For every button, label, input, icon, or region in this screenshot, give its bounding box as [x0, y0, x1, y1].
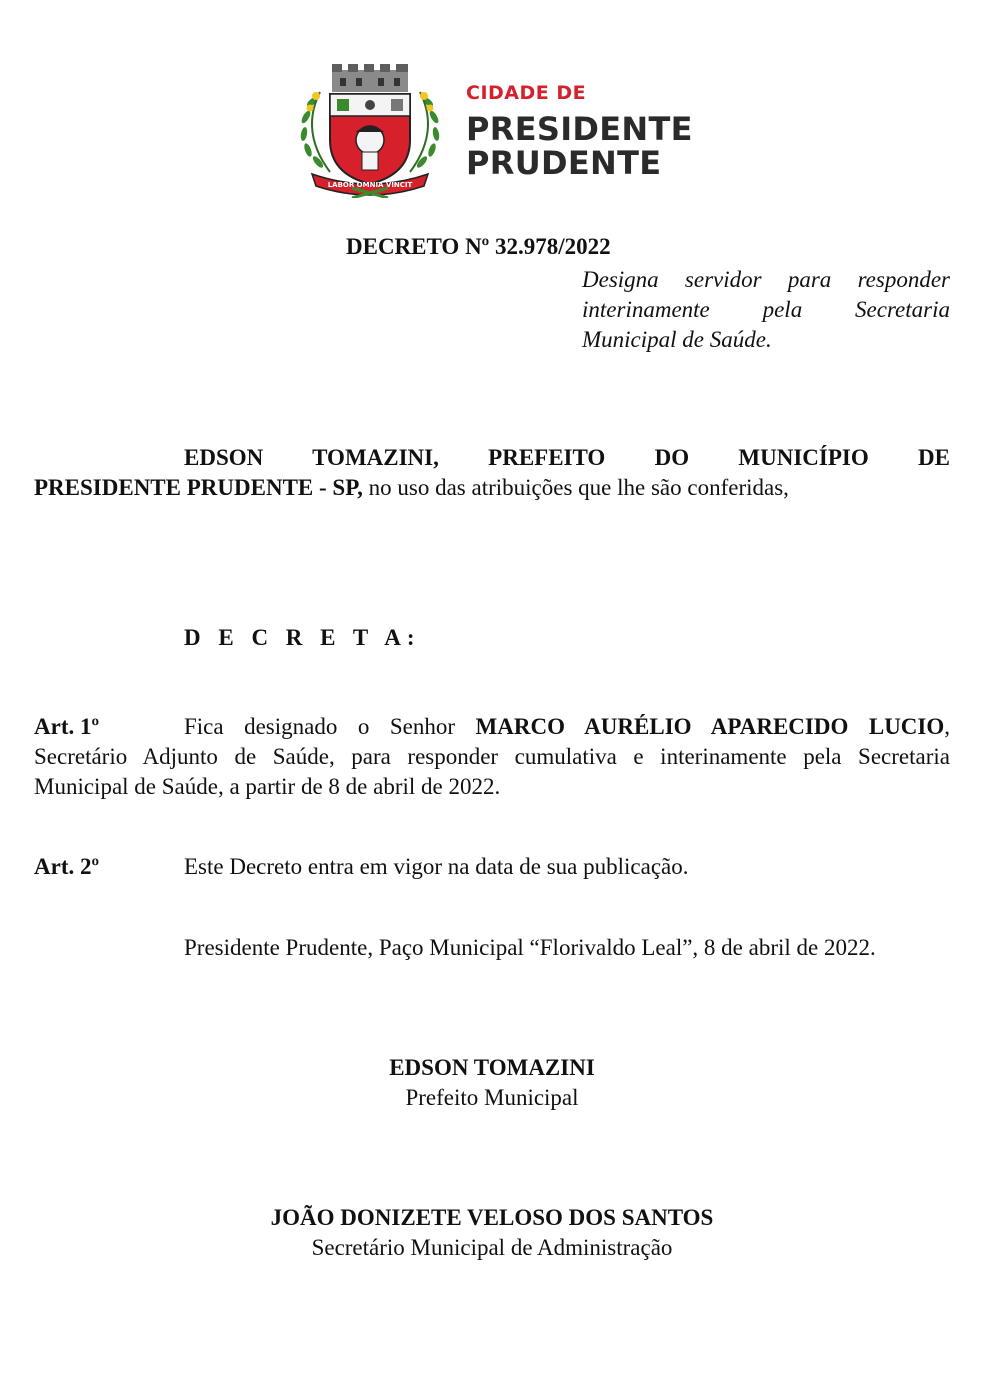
- signature-secretary: [0, 1203, 984, 1263]
- article-1-label: Art. 1º: [34, 714, 100, 739]
- preamble-line1: EDSON TOMAZINI, PREFEITO DO MUNICÍPIO DE: [184, 445, 950, 470]
- preamble-rest: no uso das atribuições que lhe são conferidas,: [362, 475, 789, 500]
- ementa-line: Municipal de Saúde.: [582, 327, 772, 352]
- ementa-line: Designa servidor para responder: [582, 267, 950, 292]
- article-2-text: Este Decreto entra em vigor na data de sua publicação.: [184, 854, 689, 879]
- preamble-bold: PRESIDENTE PRUDENTE - SP,: [34, 475, 363, 500]
- article-2: [34, 852, 950, 882]
- city-crest-logo: [290, 62, 450, 198]
- decree-ementa: [582, 265, 950, 355]
- article-1: [34, 712, 950, 802]
- preamble-line2: [34, 473, 950, 503]
- wordmark-line2: PRUDENTE: [466, 144, 662, 182]
- signer-name: EDSON TOMAZINI: [389, 1055, 595, 1080]
- article-1-line2: Secretário Adjunto de Saúde, para responder cumulativa e interinamente pela Secretaria: [34, 744, 950, 769]
- crest-motto: LABOR OMNIA VINCIT: [327, 181, 413, 189]
- wordmark-line1: PRESIDENTE: [466, 110, 693, 148]
- article-2-label: Art. 2º: [34, 854, 100, 879]
- article-1-line3: Municipal de Saúde, a partir de 8 de abril de 2022.: [34, 774, 501, 799]
- wordmark-pre: CIDADE DE: [466, 82, 587, 104]
- signer-name: JOÃO DONIZETE VELOSO DOS SANTOS: [270, 1205, 714, 1230]
- place-date: Presidente Prudente, Paço Municipal “Florivaldo Leal”, 8 de abril de 2022.: [184, 935, 876, 960]
- article-1-line1: [34, 712, 950, 742]
- ementa-line: interinamente pela Secretaria: [582, 297, 950, 322]
- decreta-heading: D E C R E T A:: [184, 625, 421, 650]
- article-1-comma: ,: [944, 714, 951, 739]
- signer-role: Prefeito Municipal: [405, 1085, 579, 1110]
- decree-title: DECRETO Nº 32.978/2022: [346, 234, 611, 259]
- article-1-appointee: MARCO AURÉLIO APARECIDO LUCIO: [475, 714, 945, 739]
- signature-mayor: [0, 1053, 984, 1113]
- decree-preamble: [34, 443, 950, 503]
- signer-role: Secretário Municipal de Administração: [311, 1235, 673, 1260]
- city-wordmark: [466, 84, 693, 180]
- article-1-pre: Fica designado o Senhor: [184, 714, 476, 739]
